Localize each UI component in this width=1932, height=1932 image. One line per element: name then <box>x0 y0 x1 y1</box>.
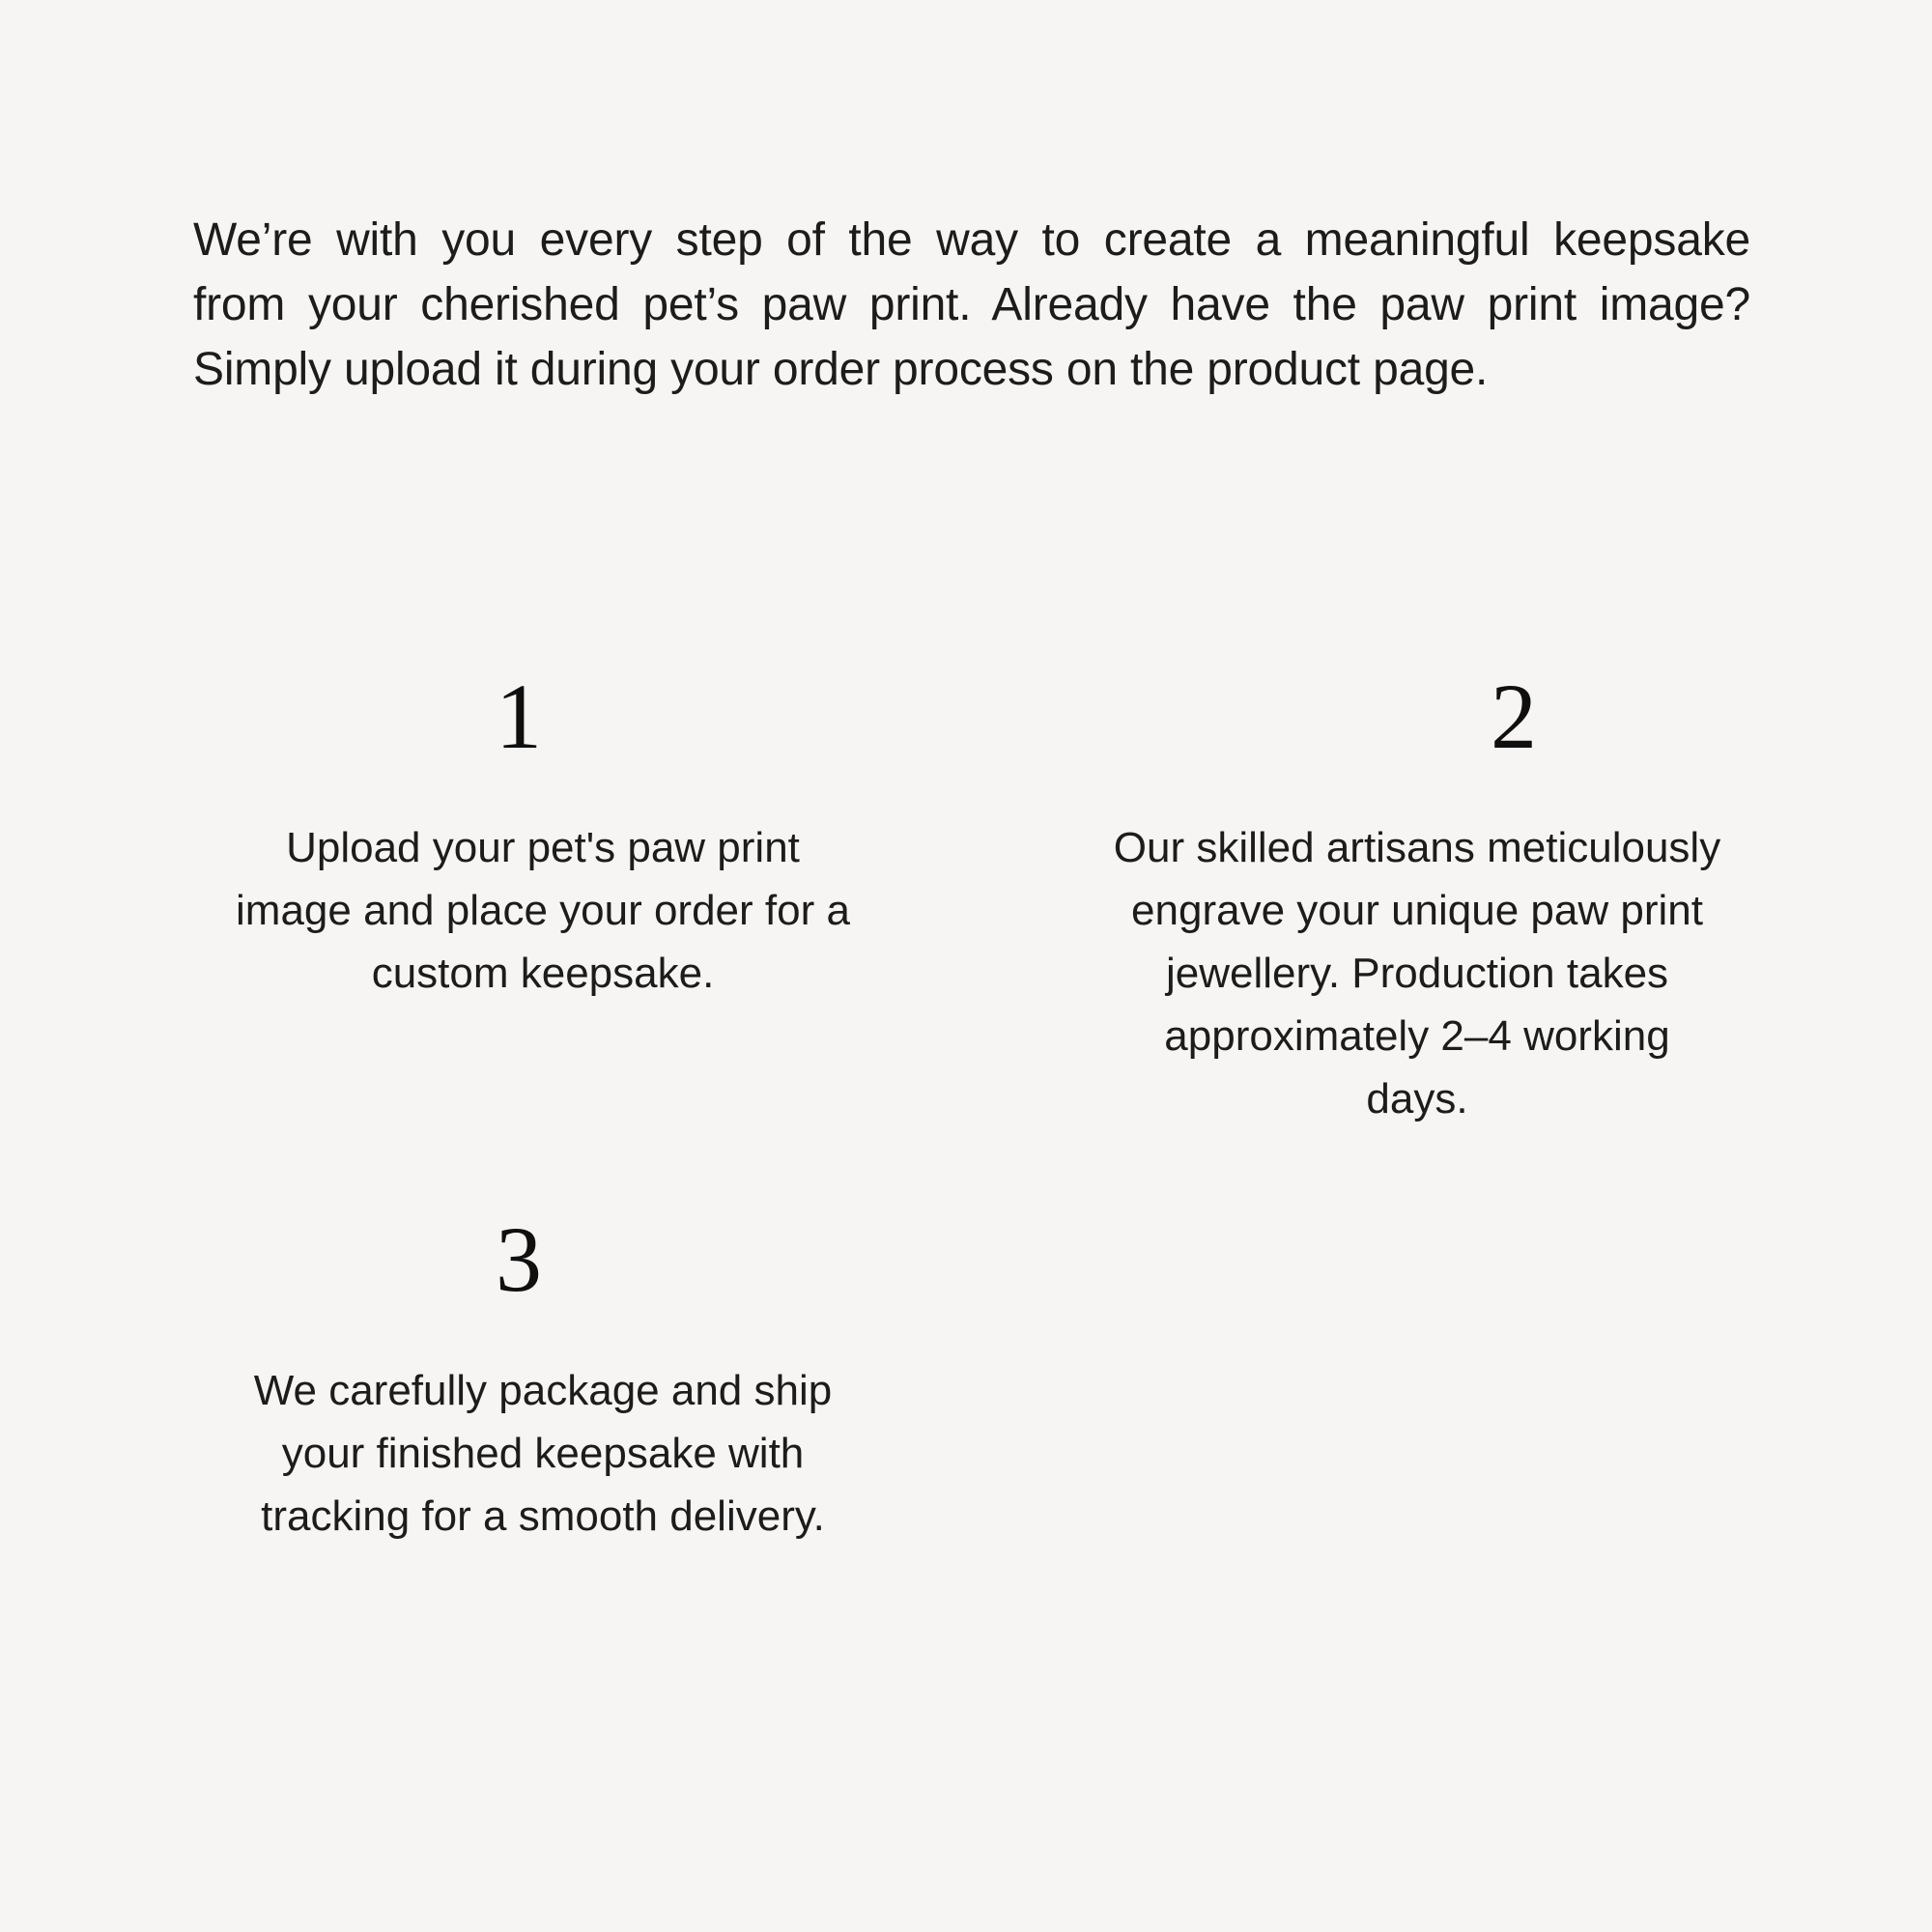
intro-line: Simply upload it during your order process on the product page. <box>193 344 1489 395</box>
step-item-3 <box>205 1208 881 1548</box>
step-number-1: 1 <box>496 665 542 768</box>
step-description-line: your finished keepsake with <box>281 1430 805 1477</box>
step-description-line: days. <box>1366 1075 1468 1122</box>
step-description-2 <box>1079 816 1755 1130</box>
step-description-line: We carefully package and ship <box>253 1367 833 1414</box>
intro-line: from your cherished pet’s paw print. Already have the paw print image? <box>193 279 1750 330</box>
step-description-3 <box>205 1359 881 1548</box>
intro-paragraph <box>193 208 1750 402</box>
step-description-line: engrave your unique paw print <box>1131 887 1703 934</box>
step-description-line: image and place your order for a <box>236 887 850 934</box>
step-description-line: approximately 2–4 working <box>1164 1012 1670 1060</box>
step-description-line: Our skilled artisans meticulously <box>1113 824 1721 871</box>
step-description-line: custom keepsake. <box>371 950 715 997</box>
step-number-3: 3 <box>496 1208 542 1311</box>
step-item-2 <box>1079 665 1755 1130</box>
step-description-line: Upload your pet's paw print <box>286 824 800 871</box>
intro-line: We’re with you every step of the way to create a meaningful keepsake <box>193 214 1750 266</box>
step-description-line: tracking for a smooth delivery. <box>261 1492 825 1540</box>
step-item-1 <box>205 665 881 1005</box>
step-number-2: 2 <box>1491 665 1537 768</box>
step-description-line: jewellery. Production takes <box>1165 950 1669 997</box>
step-description-1 <box>205 816 881 1005</box>
